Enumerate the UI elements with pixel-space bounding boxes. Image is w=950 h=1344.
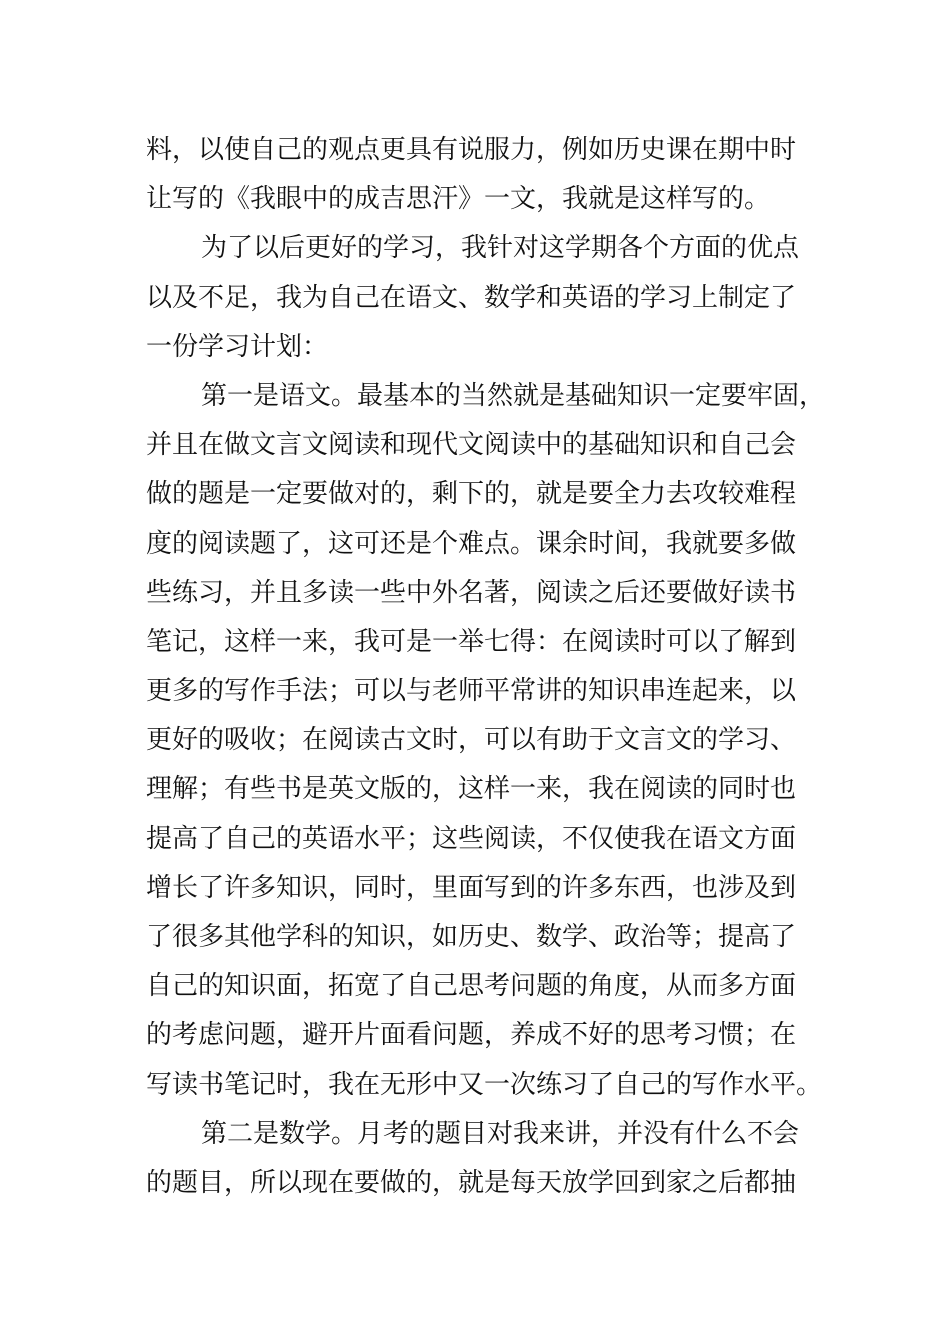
- paragraph-3-line-1: 第一是语文。最基本的当然就是基础知识一定要牢固，: [201, 380, 826, 411]
- paragraph-3-line-7: 更多的写作手法；可以与老师平常讲的知识串连起来，以: [146, 676, 797, 707]
- paragraph-4-line-2: 的题目，所以现在要做的，就是每天放学回到家之后都抽: [146, 1167, 797, 1198]
- paragraph-3-line-14: 的考虑问题，避开片面看问题，养成不好的思考习惯；在: [146, 1020, 797, 1051]
- paragraph-3-line-6: 笔记，这样一来，我可是一举七得：在阅读时可以了解到: [146, 626, 797, 657]
- paragraph-3-line-12: 了很多其他学科的知识，如历史、数学、政治等；提高了: [146, 922, 797, 952]
- paragraph-3-line-15: 写读书笔记时，我在无形中又一次练习了自己的写作水平。: [146, 1069, 823, 1100]
- paragraph-1-line-2: 让写的《我眼中的成吉思汗》一文，我就是这样写的。: [146, 184, 771, 215]
- paragraph-1-line-1: 料，以使自己的观点更具有说服力，例如历史课在期中时: [146, 135, 797, 165]
- paragraph-3-line-10: 提高了自己的英语水平；这些阅读，不仅使我在语文方面: [146, 823, 797, 854]
- paragraph-2-line-1: 为了以后更好的学习，我针对这学期各个方面的优点: [201, 233, 800, 264]
- paragraph-3-line-8: 更好的吸收；在阅读古文时，可以有助于文言文的学习、: [146, 725, 797, 756]
- paragraph-4-line-1: 第二是数学。月考的题目对我来讲，并没有什么不会: [201, 1118, 800, 1149]
- paragraph-3-line-2: 并且在做文言文阅读和现代文阅读中的基础知识和自己会: [146, 430, 797, 461]
- paragraph-3-line-5: 些练习，并且多读一些中外名著，阅读之后还要做好读书: [146, 577, 797, 608]
- document-body: [146, 126, 826, 1208]
- paragraph-3-line-13: 自己的知识面，拓宽了自己思考问题的角度，从而多方面: [146, 971, 797, 1002]
- paragraph-2-line-3: 一份学习计划：: [146, 331, 329, 362]
- paragraph-3-line-4: 度的阅读题了，这可还是个难点。课余时间，我就要多做: [146, 528, 797, 559]
- paragraph-3-line-3: 做的题是一定要做对的，剩下的，就是要全力去攻较难程: [146, 479, 797, 510]
- paragraph-3-line-11: 增长了许多知识，同时，里面写到的许多东西，也涉及到: [146, 872, 797, 903]
- paragraph-3-line-9: 理解；有些书是英文版的，这样一来，我在阅读的同时也: [146, 774, 797, 805]
- paragraph-2-line-2: 以及不足，我为自己在语文、数学和英语的学习上制定了: [146, 282, 797, 313]
